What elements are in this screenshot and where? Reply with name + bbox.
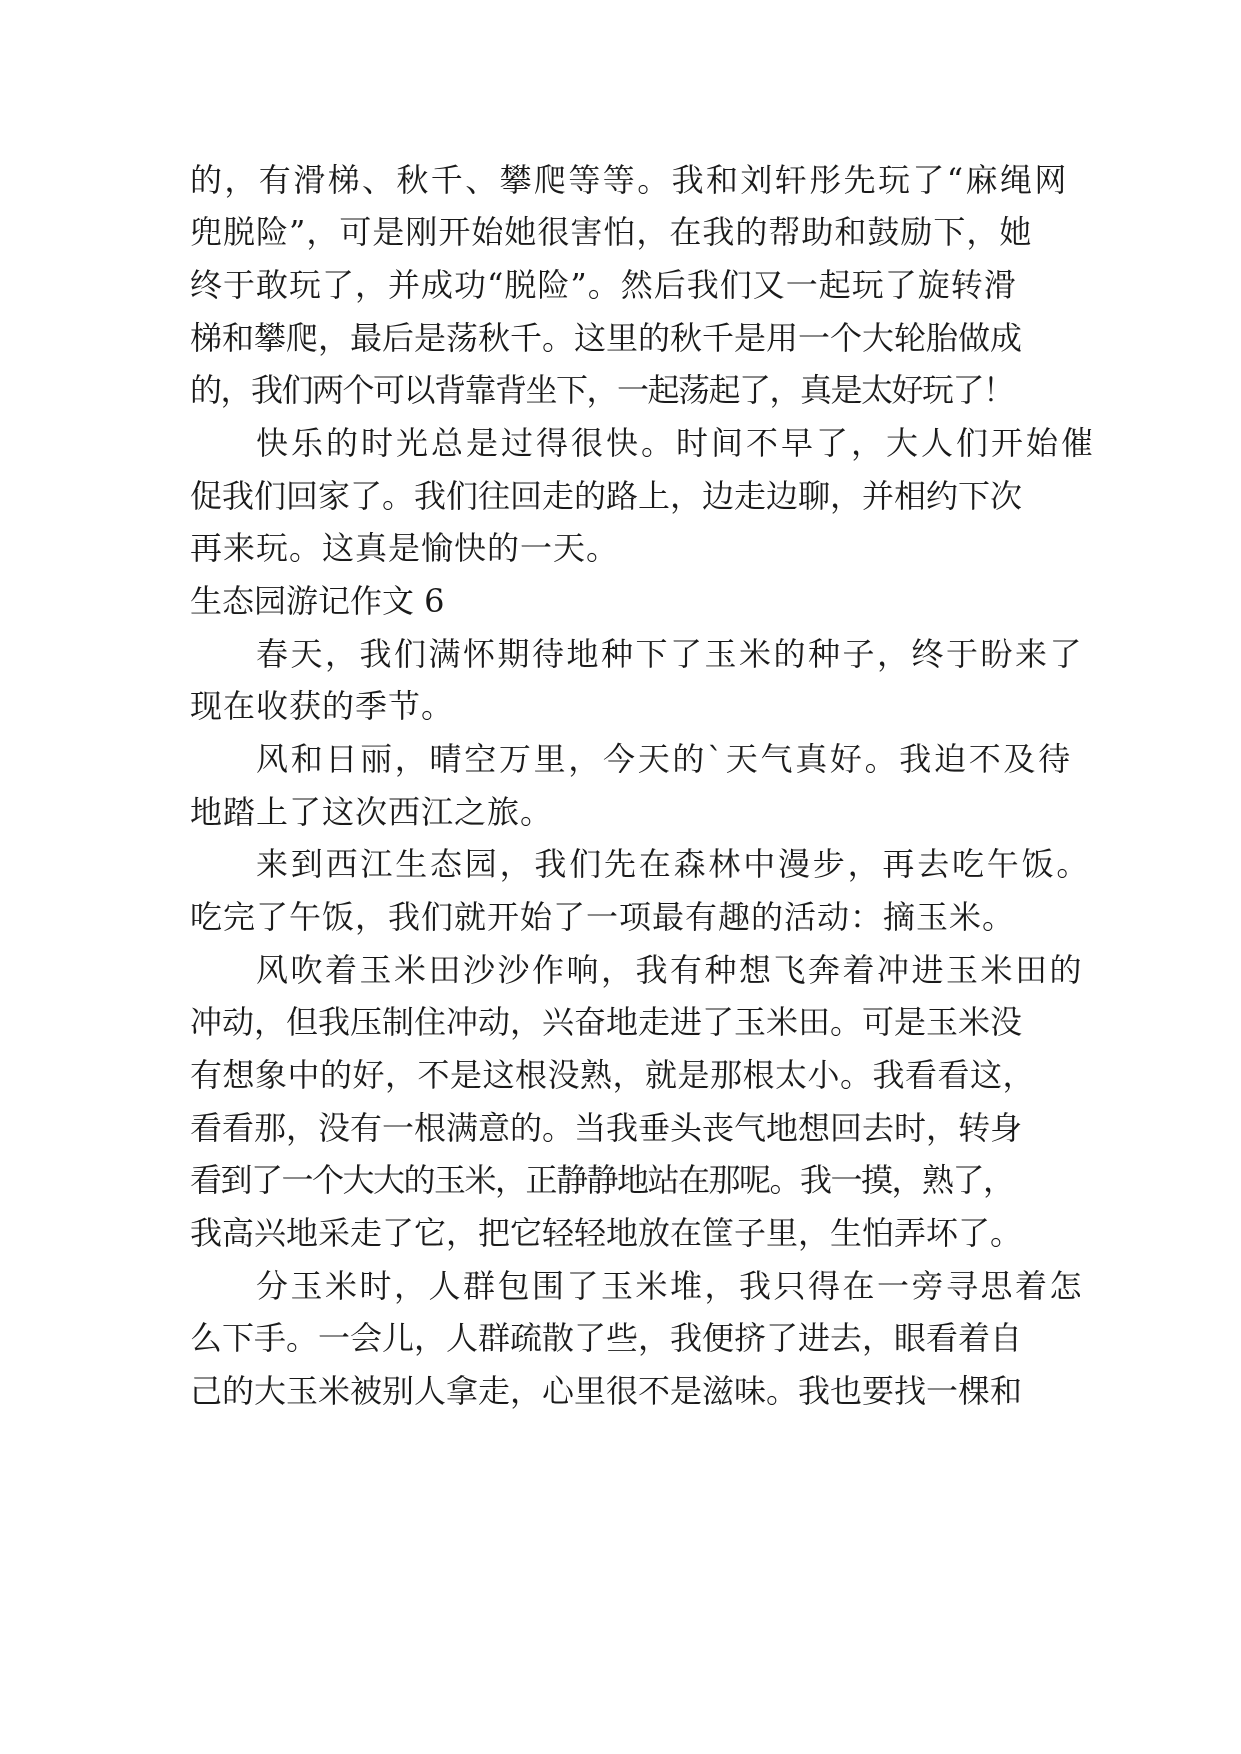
text-line: 看到了一个大大的玉米，正静静地站在那呢。我一摸，熟了，	[190, 1161, 1014, 1199]
text-line: 风和日丽，晴空万里，今天的`天气真好。我迫不及待	[256, 740, 1073, 778]
text-line: 风吹着玉米田沙沙作响，我有种想飞奔着冲进玉米田的	[256, 951, 1085, 989]
text-line: 梯和攀爬，最后是荡秋千。这里的秋千是用一个大轮胎做成	[190, 319, 1023, 357]
text-line: 来到西江生态园，我们先在森林中漫步，再去吃午饭。	[256, 845, 1092, 883]
text-line: 春天，我们满怀期待地种下了玉米的种子，终于盼来了	[256, 635, 1085, 673]
text-line: 有想象中的好，不是这根没熟，就是那根太小。我看看这，	[190, 1056, 1036, 1094]
text-line: 分玉米时，人群包围了玉米堆，我只得在一旁寻思着怎	[256, 1267, 1085, 1305]
text-line: 现在收获的季节。	[190, 687, 455, 725]
section-heading: 生态园游记作文 6	[190, 582, 445, 620]
text-line: 的，有滑梯、秋千、攀爬等等。我和刘轩彤先玩了“麻绳网	[190, 161, 1069, 199]
text-line: 终于敢玩了，并成功“脱险”。然后我们又一起玩了旋转滑	[190, 266, 1017, 304]
text-line: 的，我们两个可以背靠背坐下，一起荡起了，真是太好玩了！	[190, 371, 1014, 409]
text-line: 再来玩。这真是愉快的一天。	[190, 529, 620, 567]
text-line: 看看那，没有一根满意的。当我垂头丧气地想回去时，转身	[190, 1109, 1023, 1147]
text-line: 冲动，但我压制住冲动，兴奋地走进了玉米田。可是玉米没	[190, 1003, 1023, 1041]
text-line: 己的大玉米被别人拿走，心里很不是滋味。我也要找一棵和	[190, 1372, 1023, 1410]
text-line: 我高兴地采走了它，把它轻轻地放在筐子里，生怕弄坏了。	[190, 1214, 1023, 1252]
text-line: 快乐的时光总是过得很快。时间不早了，大人们开始催	[256, 424, 1097, 462]
text-line: 兜脱险”，可是刚开始她很害怕，在我的帮助和鼓励下，她	[190, 213, 1033, 251]
text-line: 促我们回家了。我们往回走的路上，边走边聊，并相约下次	[190, 477, 1023, 515]
text-line: 吃完了午饭，我们就开始了一项最有趣的活动：摘玉米。	[190, 898, 1016, 936]
text-line: 么下手。一会儿，人群疏散了些，我便挤了进去，眼看着自	[190, 1319, 1023, 1357]
text-line: 地踏上了这次西江之旅。	[190, 793, 554, 831]
